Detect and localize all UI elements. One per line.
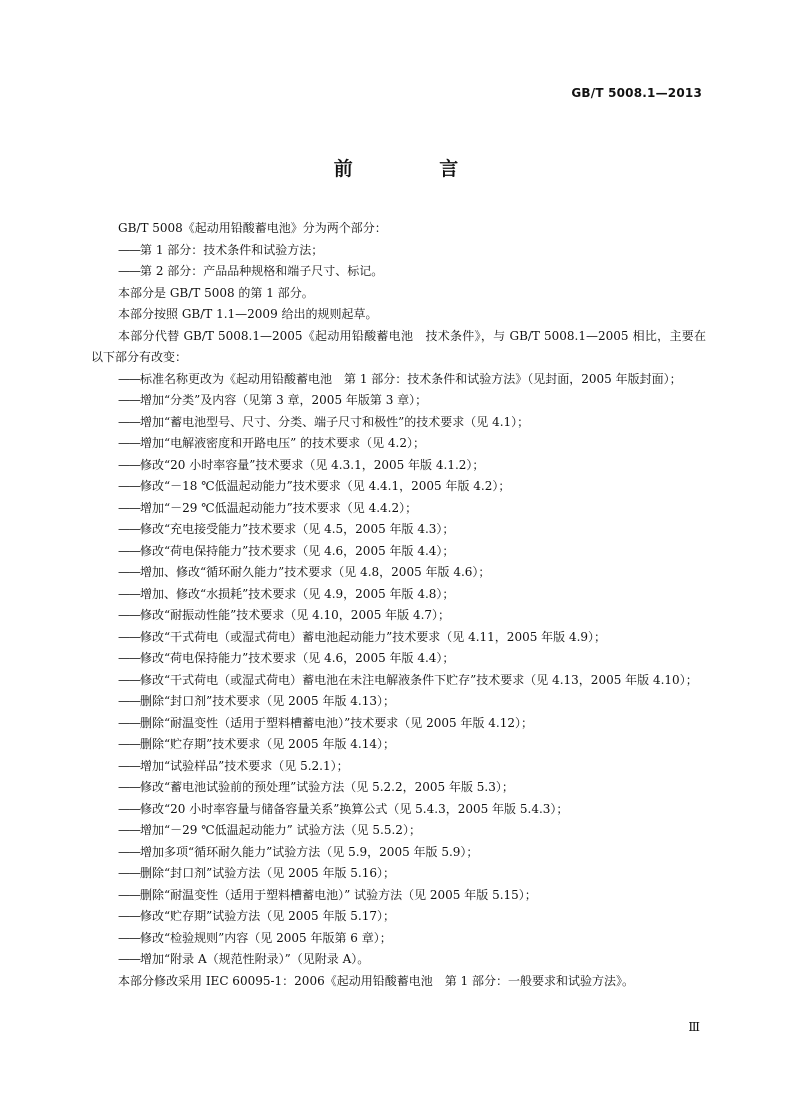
change-item: —— 标准名称更改为《起动用铅酸蓄电池 第 1 部分：技术条件和试验方法》（见封面，2005 年版封面）； xyxy=(91,369,706,391)
change-item: —— 修改“20 小时率容量”技术要求（见 4.3.1，2005 年版 4.1.2）； xyxy=(91,455,706,477)
paragraph: 本部分代替 GB/T 5008.1—2005《起动用铅酸蓄电池 技术条件》，与 GB/T 5008.1—2005 相比，主要在以下部分有改变： xyxy=(91,328,706,364)
change-item: —— 修改“荷电保持能力”技术要求（见 4.6，2005 年版 4.4）； xyxy=(91,648,706,670)
change-item: —— 修改“检验规则”内容（见 2005 年版第 6 章）； xyxy=(91,928,706,950)
page-number: Ⅲ xyxy=(688,1020,700,1034)
change-item: —— 增加“电解液密度和开路电压” 的技术要求（见 4.2）； xyxy=(91,433,706,455)
change-item: —— 修改“20 小时率容量与储备容量关系”换算公式（见 5.4.3，2005 年版 5.4.3）； xyxy=(91,799,706,821)
change-item: —— 修改“干式荷电（或湿式荷电）蓄电池在未注电解液条件下贮存”技术要求（见 4.13，2005 年版 4.10）； xyxy=(91,670,706,692)
change-item: —— 修改“荷电保持能力”技术要求（见 4.6，2005 年版 4.4）； xyxy=(91,541,706,563)
change-item: —— 删除“封口剂”试验方法（见 2005 年版 5.16）； xyxy=(91,863,706,885)
change-item: —— 删除“耐温变性（适用于塑料槽蓄电池）”技术要求（见 2005 年版 4.12）； xyxy=(91,713,706,735)
change-item: —— 删除“封口剂”技术要求（见 2005 年版 4.13）； xyxy=(91,691,706,713)
change-item: —— 删除“耐温变性（适用于塑料槽蓄电池）” 试验方法（见 2005 年版 5.15）； xyxy=(91,885,706,907)
change-item: —— 增加“蓄电池型号、尺寸、分类、端子尺寸和极性”的技术要求（见 4.1）； xyxy=(91,412,706,434)
change-item: —— 增加、修改“水损耗”技术要求（见 4.9，2005 年版 4.8）； xyxy=(91,584,706,606)
change-item: —— 修改“充电接受能力”技术要求（见 4.5，2005 年版 4.3）； xyxy=(91,519,706,541)
part-list-item: —— 第 2 部分：产品品种规格和端子尺寸、标记。 xyxy=(91,261,706,283)
change-item: —— 修改“耐振动性能”技术要求（见 4.10，2005 年版 4.7）； xyxy=(91,605,706,627)
paragraph: 本部分是 GB/T 5008 的第 1 部分。 xyxy=(118,285,314,300)
change-item: —— 删除“贮存期”技术要求（见 2005 年版 4.14）； xyxy=(91,734,706,756)
change-item: —— 增加“附录 A（规范性附录）”（见附录 A）。 xyxy=(91,949,706,971)
part-list-item: —— 第 1 部分：技术条件和试验方法； xyxy=(91,240,706,262)
closing-paragraph: 本部分修改采用 IEC 60095-1：2006《起动用铅酸蓄电池 第 1 部分：一般要求和试验方法》。 xyxy=(118,973,634,988)
change-item: —— 修改“－18 ℃低温起动能力”技术要求（见 4.4.1，2005 年版 4.2）； xyxy=(91,476,706,498)
change-item: —— 修改“贮存期”试验方法（见 2005 年版 5.17）； xyxy=(91,906,706,928)
change-item: —— 修改“干式荷电（或湿式荷电）蓄电池起动能力”技术要求（见 4.11，2005 年版 4.9）； xyxy=(91,627,706,649)
change-item: —— 增加“－29 ℃低温起动能力”技术要求（见 4.4.2）； xyxy=(91,498,706,520)
change-list xyxy=(91,369,706,971)
paragraph: 本部分按照 GB/T 1.1—2009 给出的规则起草。 xyxy=(118,307,378,321)
standard-number: GB/T 5008.1—2013 xyxy=(571,86,702,100)
page-title: 前 言 xyxy=(333,158,499,180)
change-item: —— 增加“分类”及内容（见第 3 章，2005 年版第 3 章）； xyxy=(91,390,706,412)
change-item: —— 增加多项“循环耐久能力”试验方法（见 5.9，2005 年版 5.9）； xyxy=(91,842,706,864)
change-item: —— 修改“蓄电池试验前的预处理”试验方法（见 5.2.2，2005 年版 5.3）； xyxy=(91,777,706,799)
foreword-body xyxy=(91,218,706,992)
change-item: —— 增加“试验样品”技术要求（见 5.2.1）； xyxy=(91,756,706,778)
change-item: —— 增加、修改“循环耐久能力”技术要求（见 4.8，2005 年版 4.6）； xyxy=(91,562,706,584)
change-item: —— 增加“－29 ℃低温起动能力” 试验方法（见 5.5.2）； xyxy=(91,820,706,842)
paragraph: GB/T 5008《起动用铅酸蓄电池》分为两个部分： xyxy=(118,221,387,235)
